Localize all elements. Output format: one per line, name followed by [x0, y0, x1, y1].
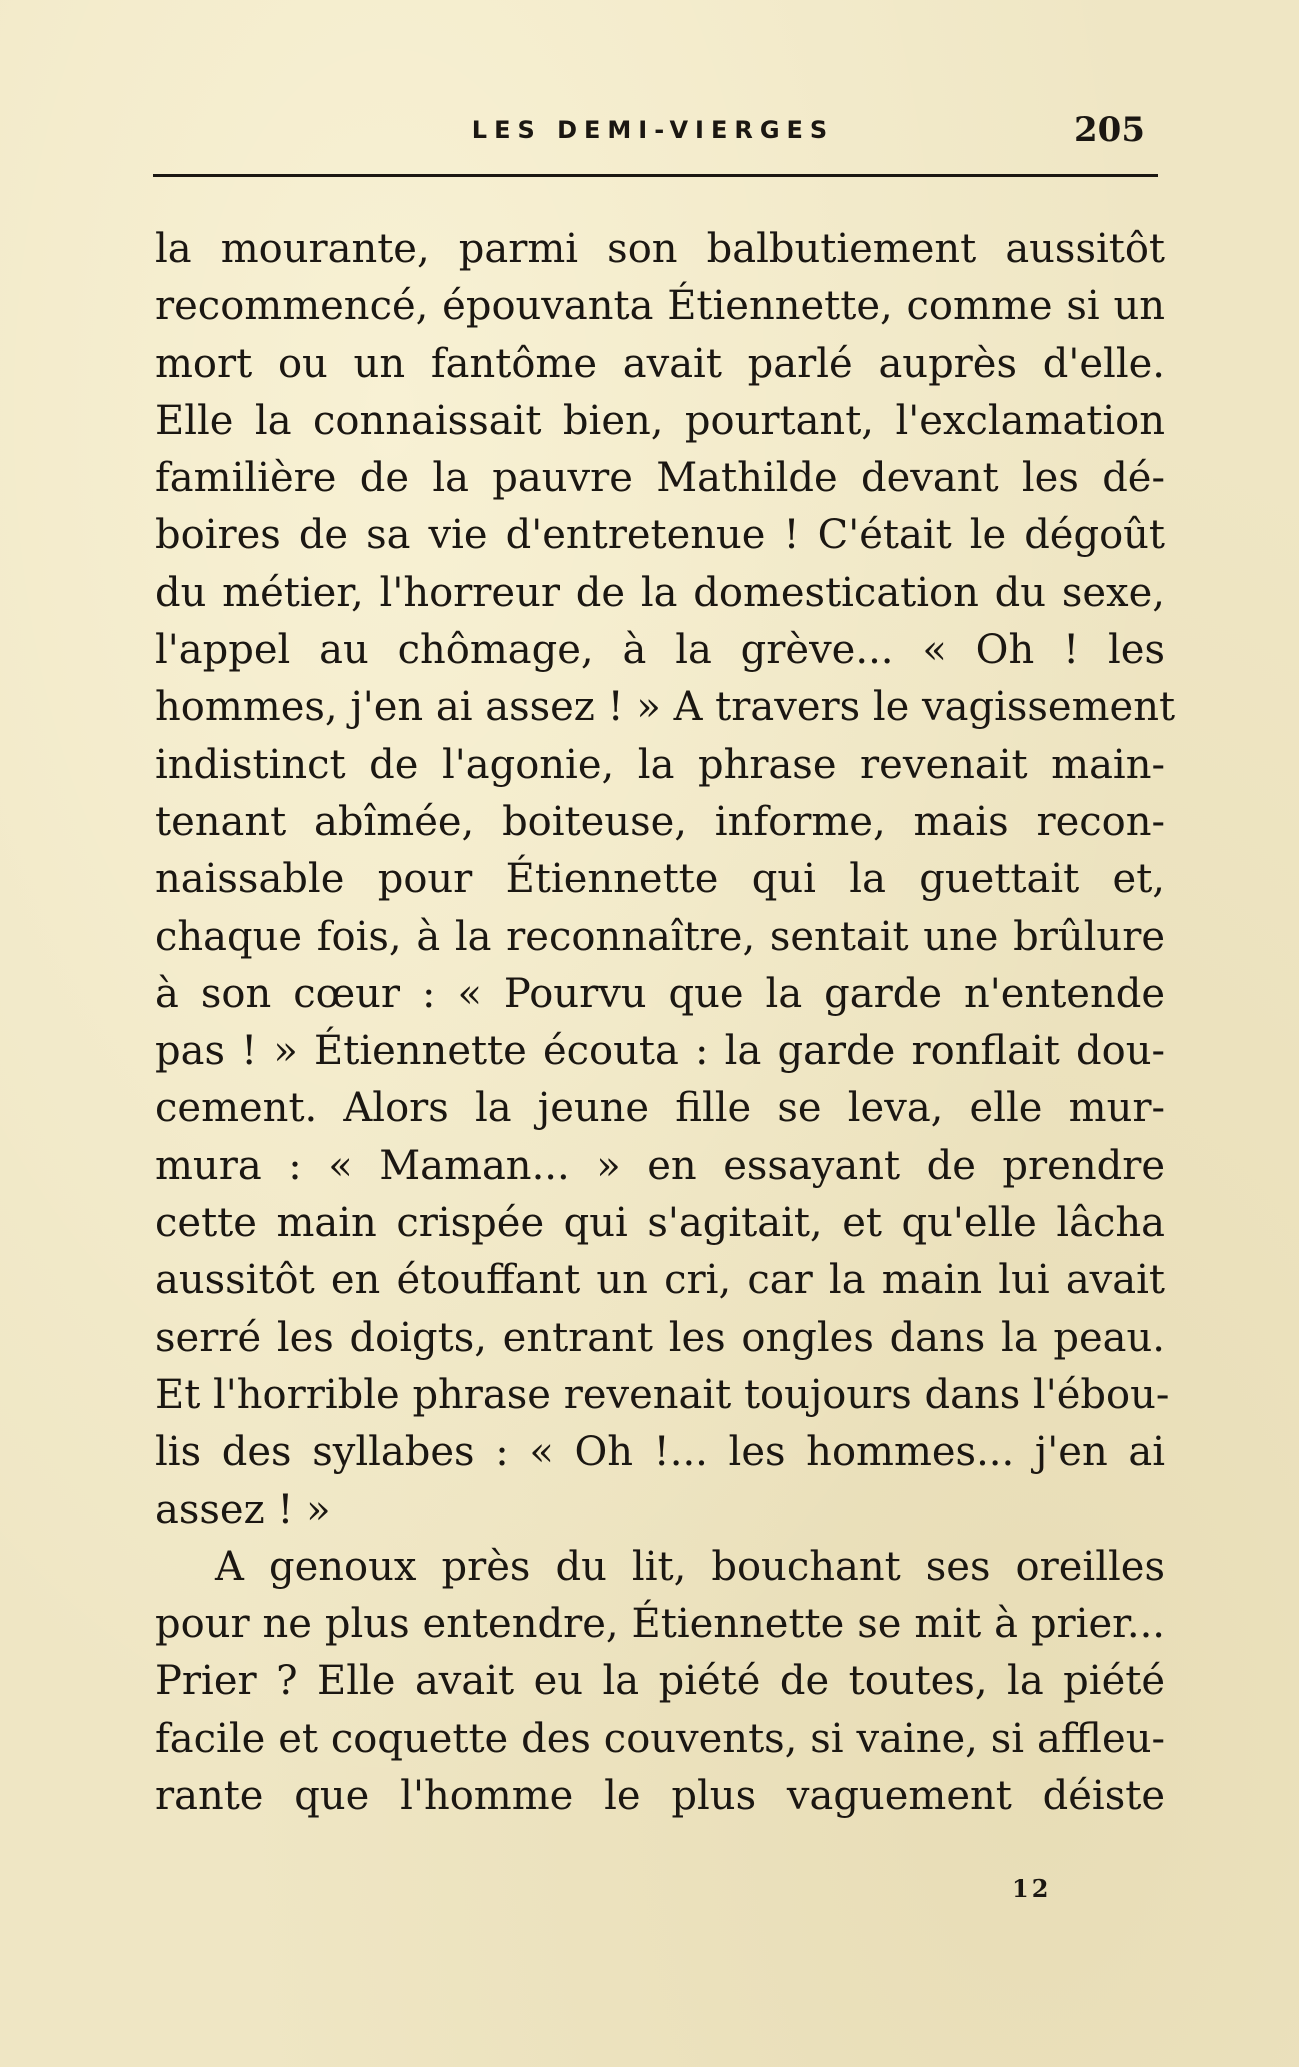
header-rule	[153, 174, 1158, 177]
text-line: familière de la pauvre Mathilde devant les dé-	[155, 455, 1165, 502]
text-line: la mourante, parmi son balbutiement aussitôt	[155, 226, 1165, 272]
text-line: l'appel au chômage, à la grève... « Oh ! les	[155, 627, 1165, 674]
text-line: Et l'horrible phrase revenait toujours dans l'ébou-	[155, 1371, 1170, 1418]
signature-mark: 12	[1012, 1874, 1052, 1903]
paragraph-end-line: assez ! »	[155, 1486, 331, 1533]
text-line: tenant abîmée, boiteuse, informe, mais recon-	[155, 798, 1165, 845]
body-text	[155, 221, 1176, 1825]
text-line: à son cœur : « Pourvu que la garde n'entende	[155, 970, 1165, 1017]
text-line: du métier, l'horreur de la domestication du sexe,	[155, 569, 1165, 616]
text-line: boires de sa vie d'entretenue ! C'était le dégoût	[155, 512, 1165, 559]
text-line: indistinct de l'agonie, la phrase revenait main-	[155, 741, 1165, 788]
paragraph-start-line: A genoux près du lit, bouchant ses oreilles	[215, 1543, 1165, 1590]
text-line: mort ou un fantôme avait parlé auprès d'elle.	[155, 340, 1165, 387]
text-line: facile et coquette des couvents, si vaine, si affleu-	[155, 1715, 1165, 1762]
text-line: recommencé, épouvanta Étiennette, comme si un	[155, 283, 1165, 330]
text-line: aussitôt en étouffant un cri, car la main lui avait	[155, 1257, 1165, 1304]
text-line: pour ne plus entendre, Étiennette se mit à prier...	[155, 1601, 1165, 1648]
page-header	[153, 108, 1153, 152]
page-number: 205	[1074, 110, 1145, 150]
running-title: LES DEMI-VIERGES	[471, 116, 835, 144]
text-line: naissable pour Étiennette qui la guettait et,	[155, 856, 1165, 903]
text-line: rante que l'homme le plus vaguement déiste	[155, 1773, 1165, 1820]
text-line: Elle la connaissait bien, pourtant, l'exclamation	[155, 397, 1165, 444]
text-line: serré les doigts, entrant les ongles dans la peau.	[155, 1314, 1165, 1361]
text-line: hommes, j'en ai assez ! » A travers le vagissement	[155, 684, 1176, 731]
text-line: cette main crispée qui s'agitait, et qu'elle lâcha	[155, 1200, 1165, 1247]
text-line: mura : « Maman... » en essayant de prendre	[155, 1142, 1165, 1189]
text-line: lis des syllabes : « Oh !... les hommes... j'en ai	[155, 1429, 1165, 1476]
text-line: Prier ? Elle avait eu la piété de toutes, la piété	[155, 1658, 1165, 1705]
text-line: chaque fois, à la reconnaître, sentait une brûlure	[155, 913, 1165, 960]
text-line: cement. Alors la jeune fille se leva, elle mur-	[155, 1085, 1165, 1132]
text-line: pas ! » Étiennette écouta : la garde ronflait dou-	[155, 1028, 1165, 1075]
